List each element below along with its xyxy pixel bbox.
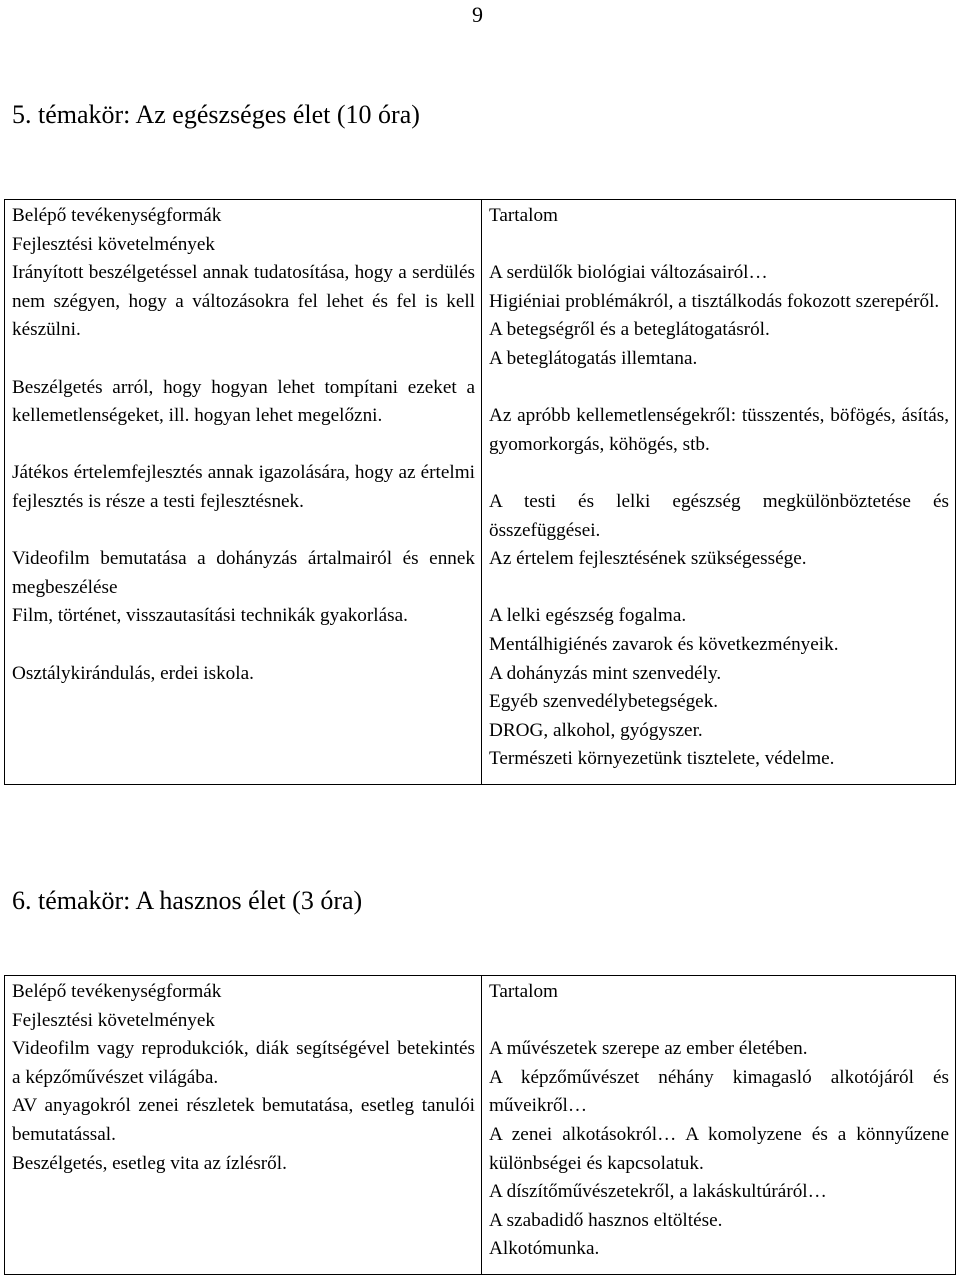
right-header: Tartalom bbox=[489, 981, 558, 1002]
right-paragraph: A zenei alkotásokról… A komolyzene és a könnyűzene különbségei és kapcsolatuk. bbox=[489, 1123, 949, 1174]
left-header-line-1: Belépő tevékenységformák bbox=[12, 205, 222, 226]
right-paragraph: A lelki egészség fogalma. bbox=[489, 605, 687, 627]
section-5-table bbox=[4, 199, 956, 785]
left-paragraph: Beszélgetés, esetleg vita az ízlésről. bbox=[12, 1152, 287, 1174]
right-paragraph: Egyéb szenvedélybetegségek. bbox=[489, 691, 719, 713]
left-paragraph: Beszélgetés arról, hogy hogyan lehet tompítani ezeket a kellemetlenségeket, ill. hogyan lehet megelőzni. bbox=[12, 376, 475, 427]
left-paragraph: Videofilm vagy reprodukciók, diák segítségével betekintés a képzőművészet világába. bbox=[12, 1038, 475, 1088]
section-5-left-column bbox=[5, 200, 482, 785]
right-paragraph: A serdülők biológiai változásairól… bbox=[489, 262, 768, 284]
right-paragraph: A beteglátogatás illemtana. bbox=[489, 347, 698, 369]
section-5-header-row bbox=[5, 200, 956, 785]
left-header-line-2: Fejlesztési követelmények bbox=[12, 233, 216, 255]
right-paragraph: A művészetek szerepe az ember életében. bbox=[489, 1038, 808, 1060]
right-paragraph: Higiéniai problémákról, a tisztálkodás fokozott szerepéről. bbox=[489, 290, 940, 312]
left-paragraph: Irányított beszélgetéssel annak tudatosítása, hogy a serdülés nem szégyen, hogy a változásokra fel lehet és fel is kell készülni. bbox=[12, 262, 475, 341]
page-number: 9 bbox=[472, 2, 483, 27]
left-header-line-1: Belépő tevékenységformák bbox=[12, 981, 222, 1002]
section-6-right-column bbox=[482, 976, 956, 1275]
left-paragraph: Játékos értelemfejlesztés annak igazolására, hogy az értelmi fejlesztés is része a testi fejlesztésnek. bbox=[12, 462, 475, 512]
right-paragraph: A dohányzás mint szenvedély. bbox=[489, 662, 722, 684]
right-paragraph: Mentálhigiénés zavarok és következményeik. bbox=[489, 633, 839, 655]
section-6-left-column bbox=[5, 976, 482, 1275]
left-paragraph: Osztálykirándulás, erdei iskola. bbox=[12, 662, 254, 684]
right-paragraph: A képzőművészet néhány kimagasló alkotójáról és műveikről… bbox=[489, 1066, 949, 1117]
section-6-header-row bbox=[5, 976, 956, 1275]
right-paragraph: Az értelem fejlesztésének szükségessége. bbox=[489, 548, 807, 570]
section-6-title: 6. témakör: A hasznos élet (3 óra) bbox=[12, 886, 363, 915]
right-paragraph: DROG, alkohol, gyógyszer. bbox=[489, 719, 703, 741]
left-paragraph: AV anyagokról zenei részletek bemutatása, esetleg tanulói bemutatással. bbox=[12, 1095, 475, 1145]
section-5-right-column bbox=[482, 200, 956, 785]
right-paragraph: Az apróbb kellemetlenségekről: tüsszentés, böfögés, ásítás, gyomorkorgás, köhögés, stb. bbox=[489, 405, 949, 455]
right-paragraph: A testi és lelki egészség megkülönböztetése és összefüggései. bbox=[489, 490, 949, 541]
right-header: Tartalom bbox=[489, 205, 558, 226]
left-paragraph: Film, történet, visszautasítási technikák gyakorlása. bbox=[12, 605, 408, 627]
section-6-table bbox=[4, 975, 956, 1275]
right-paragraph: A díszítőművészetekről, a lakáskultúráról… bbox=[489, 1181, 827, 1203]
right-paragraph: A betegségről és a beteglátogatásról. bbox=[489, 319, 770, 341]
section-5-title: 5. témakör: Az egészséges élet (10 óra) bbox=[12, 100, 420, 129]
right-paragraph: A szabadidő hasznos eltöltése. bbox=[489, 1209, 723, 1231]
left-header-line-2: Fejlesztési követelmények bbox=[12, 1009, 216, 1031]
right-paragraph: Természeti környezetünk tisztelete, védelme. bbox=[489, 748, 835, 770]
left-paragraph: Videofilm bemutatása a dohányzás ártalmairól és ennek megbeszélése bbox=[12, 548, 475, 598]
right-paragraph: Alkotómunka. bbox=[489, 1238, 600, 1260]
